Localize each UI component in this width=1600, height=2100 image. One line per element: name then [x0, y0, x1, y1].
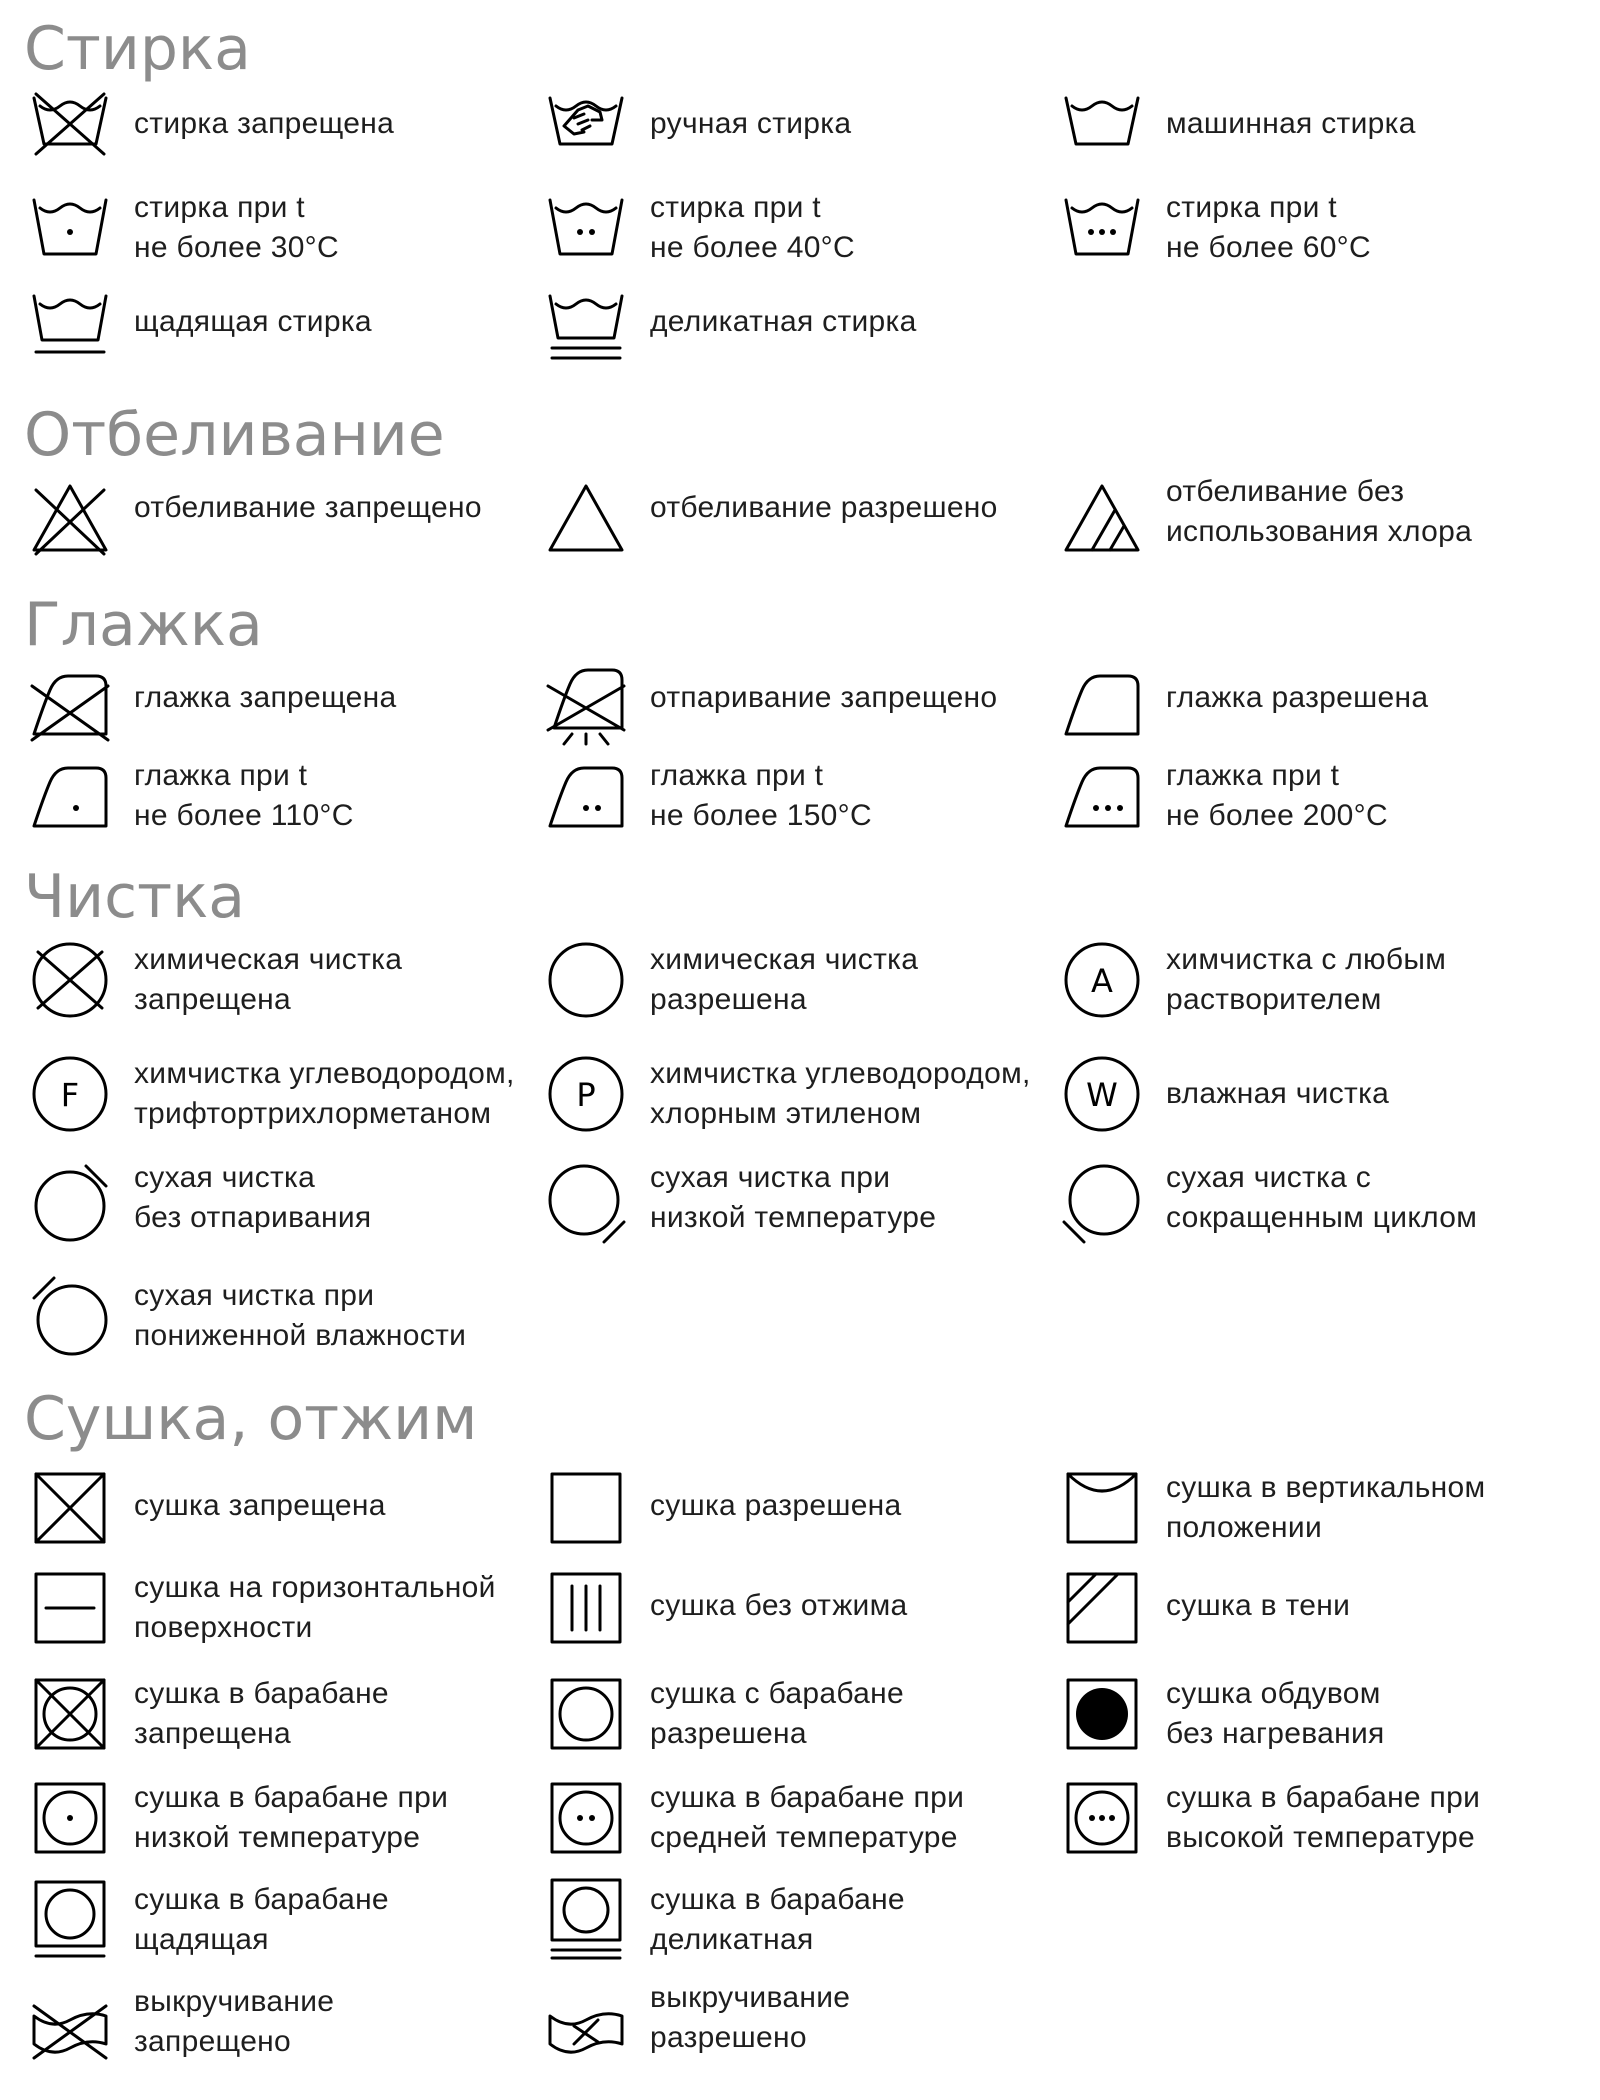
- wet-clean-w-icon: [1060, 1052, 1144, 1136]
- wring-prohibited-icon: [28, 1986, 112, 2070]
- iron-150-icon: [544, 756, 628, 840]
- tumble-dry-no-heat-icon: [1060, 1672, 1144, 1756]
- care-label: стирка при t не более 60°C: [1166, 191, 1371, 264]
- tumble-dry-prohibited-icon: [28, 1672, 112, 1756]
- dry-clean-low-humidity-icon: [28, 1274, 112, 1358]
- dry-in-shade-icon: [1060, 1566, 1144, 1650]
- care-label: отбеливание без использования хлора: [1166, 475, 1473, 548]
- care-label: сушка в барабане при высокой температуре: [1166, 1781, 1481, 1854]
- section-title-ironing: Глажка: [24, 590, 263, 660]
- care-label: сушка в барабане при средней температуре: [650, 1781, 965, 1854]
- care-label: ручная стирка: [650, 107, 852, 140]
- tumble-dry-medium-icon: [544, 1776, 628, 1860]
- care-label: стирка при t не более 30°C: [134, 191, 339, 264]
- section-title-bleaching: Отбеливание: [24, 400, 445, 470]
- circle-letter: A: [1091, 962, 1113, 1000]
- wash-40-icon: [544, 186, 628, 270]
- tumble-dry-low-icon: [28, 1776, 112, 1860]
- care-label: сушка в тени: [1166, 1589, 1351, 1622]
- care-label: сухая чистка при низкой температуре: [650, 1161, 937, 1234]
- care-label: стирка при t не более 40°C: [650, 191, 855, 264]
- machine-wash-icon: [1060, 84, 1144, 168]
- care-label: сушка с барабане разрешена: [650, 1677, 904, 1750]
- dry-clean-low-temp-icon: [544, 1160, 628, 1244]
- tumble-dry-gentle-icon: [28, 1878, 112, 1962]
- care-label: глажка при t не более 150°C: [650, 759, 872, 832]
- iron-prohibited-icon: [28, 664, 112, 748]
- dry-clean-prohibited-icon: [28, 938, 112, 1022]
- care-label: сушка запрещена: [134, 1489, 386, 1522]
- care-label: химчистка с любым растворителем: [1166, 943, 1447, 1016]
- section-title-drying: Сушка, отжим: [24, 1384, 478, 1454]
- care-label: глажка запрещена: [134, 681, 397, 714]
- dry-clean-a-icon: [1060, 938, 1144, 1022]
- care-label: влажная чистка: [1166, 1077, 1390, 1110]
- care-label: сухая чистка при пониженной влажности: [134, 1279, 467, 1352]
- dry-prohibited-icon: [28, 1466, 112, 1550]
- tumble-dry-delicate-icon: [544, 1878, 628, 1962]
- care-label: машинная стирка: [1166, 107, 1416, 140]
- care-label: химическая чистка запрещена: [134, 943, 403, 1016]
- hand-wash-icon: [544, 84, 628, 168]
- delicate-wash-icon: [544, 282, 628, 366]
- care-label: сушка в барабане деликатная: [650, 1883, 905, 1956]
- circle-letter: P: [576, 1076, 596, 1114]
- dry-flat-icon: [28, 1566, 112, 1650]
- bleach-allowed-icon: [544, 478, 628, 562]
- care-label: выкручивание запрещено: [134, 1985, 335, 2058]
- line-dry-icon: [1060, 1466, 1144, 1550]
- care-label: сушка в барабане щадящая: [134, 1883, 389, 1956]
- circle-letter: W: [1086, 1076, 1118, 1114]
- care-label: отпаривание запрещено: [650, 681, 998, 714]
- non-chlorine-bleach-icon: [1060, 478, 1144, 562]
- care-label: химчистка углеводородом, хлорным этиленом: [650, 1057, 1031, 1130]
- bleach-prohibited-icon: [28, 478, 112, 562]
- care-label: глажка при t не более 200°C: [1166, 759, 1388, 832]
- dry-clean-allowed-icon: [544, 938, 628, 1022]
- iron-110-icon: [28, 756, 112, 840]
- care-label: сушка обдувом без нагревания: [1166, 1677, 1385, 1750]
- care-label: глажка при t не более 110°C: [134, 759, 354, 832]
- iron-allowed-icon: [1060, 664, 1144, 748]
- care-label: глажка разрешена: [1166, 681, 1429, 714]
- care-label: выкручивание разрешено: [650, 1981, 851, 2054]
- wash-60-icon: [1060, 186, 1144, 270]
- iron-200-icon: [1060, 756, 1144, 840]
- wash-30-icon: [28, 186, 112, 270]
- care-label: химическая чистка разрешена: [650, 943, 919, 1016]
- care-label: сушка в вертикальном положении: [1166, 1471, 1486, 1544]
- care-label: деликатная стирка: [650, 305, 917, 338]
- care-label: сухая чистка без отпаривания: [134, 1161, 372, 1234]
- gentle-wash-icon: [28, 282, 112, 366]
- care-label: химчистка углеводородом, трифтортрихлорметаном: [134, 1057, 515, 1130]
- care-label: сушка на горизонтальной поверхности: [134, 1571, 496, 1644]
- care-label: сушка разрешена: [650, 1489, 902, 1522]
- tumble-dry-allowed-icon: [544, 1672, 628, 1756]
- care-label: сушка в барабане запрещена: [134, 1677, 389, 1750]
- circle-letter: F: [60, 1076, 80, 1114]
- care-label: щадящая стирка: [134, 305, 372, 338]
- drip-dry-icon: [544, 1566, 628, 1650]
- care-label: сушка в барабане при низкой температуре: [134, 1781, 449, 1854]
- section-title-cleaning: Чистка: [24, 862, 246, 932]
- dry-clean-f-icon: [28, 1052, 112, 1136]
- care-label: отбеливание запрещено: [134, 491, 482, 524]
- tumble-dry-high-icon: [1060, 1776, 1144, 1860]
- section-title-washing: Стирка: [24, 14, 251, 84]
- steam-prohibited-icon: [544, 664, 628, 748]
- care-label: сушка без отжима: [650, 1589, 908, 1622]
- dry-clean-short-cycle-icon: [1060, 1160, 1144, 1244]
- wash-prohibited-icon: [28, 84, 112, 168]
- wring-allowed-icon: [544, 1986, 628, 2070]
- dry-allowed-icon: [544, 1466, 628, 1550]
- dry-clean-no-steam-icon: [28, 1160, 112, 1244]
- dry-clean-p-icon: [544, 1052, 628, 1136]
- care-label: отбеливание разрешено: [650, 491, 998, 524]
- care-label: стирка запрещена: [134, 107, 395, 140]
- care-label: сухая чистка с сокращенным циклом: [1166, 1161, 1478, 1234]
